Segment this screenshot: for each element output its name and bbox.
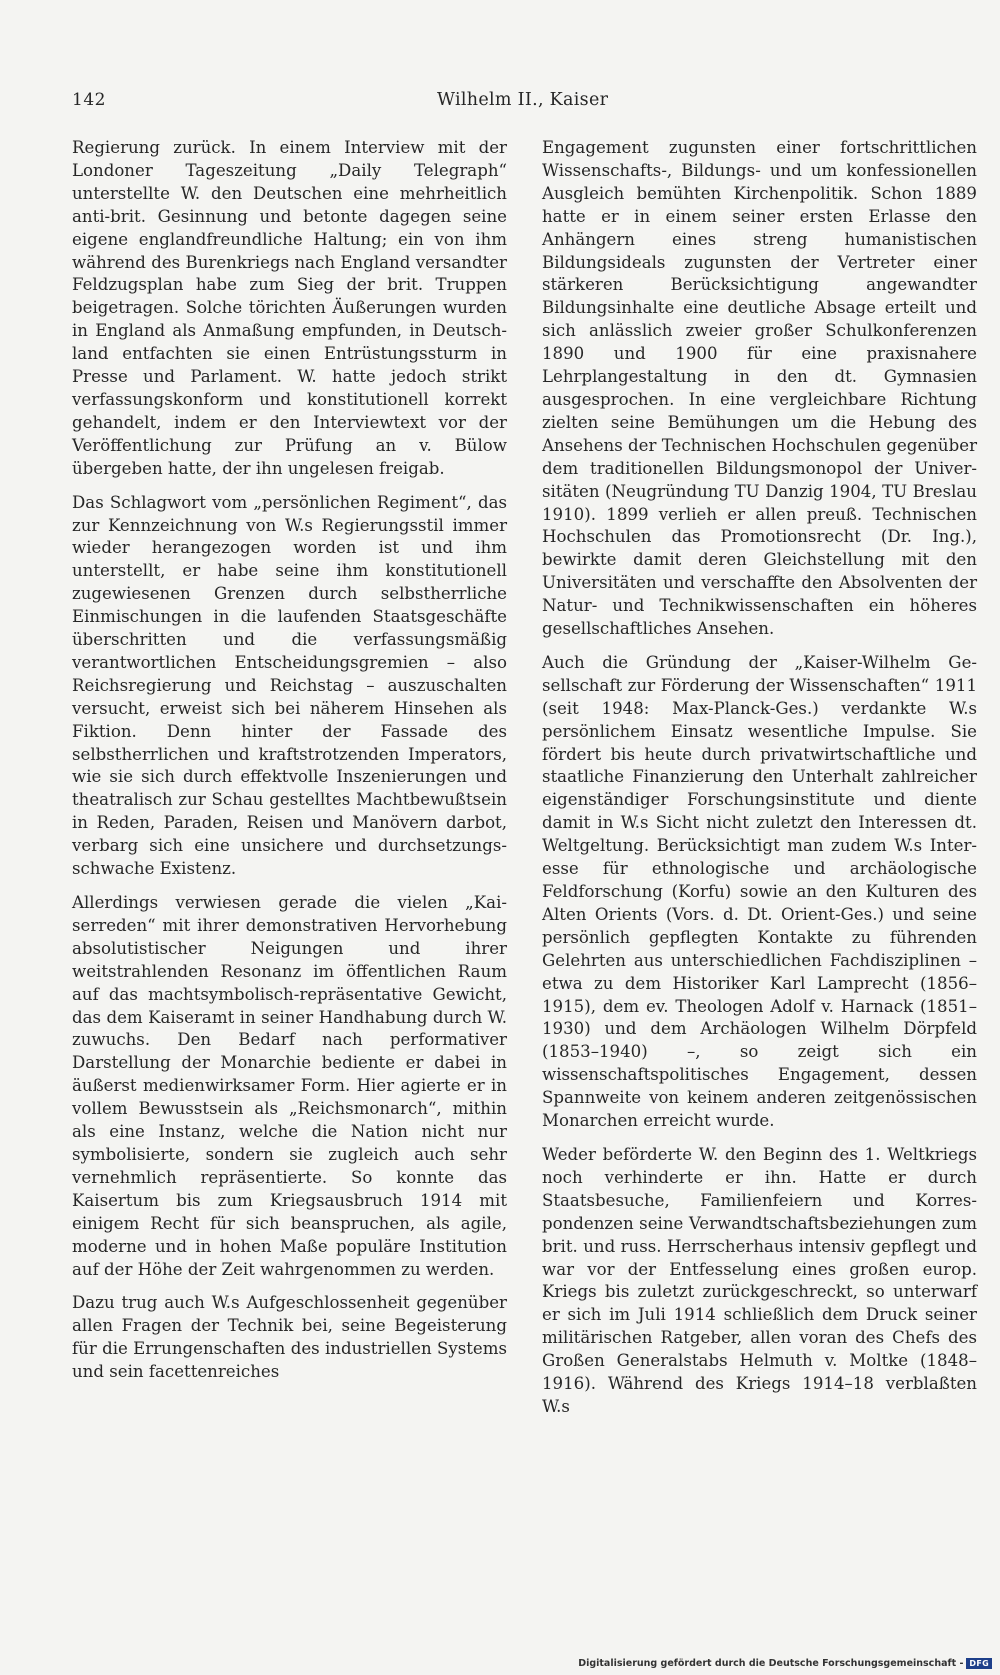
paragraph: Das Schlagwort vom „persönlichen Regiment“, das zur Kennzeichnung von W.s Regierungsstil immer wieder herangezogen worden ist und ihm unterstellt, er habe seine ihm konstitutionell zugewiesenen Grenzen durch selbstherrliche Einmischungen in die laufenden Staatsgeschäfte überschritten und die verfassungsmäßig verantwortlichen Entscheidungsgremien – also Reichsregierung und Reichstag – auszuschalten versucht, erweist sich bei näherem Hinsehen als Fiktion. Denn hinter der Fassade des selbstherrlichen und kraftstrotzenden Imperators, wie sie sich durch effektvolle Inszenierungen und theatralisch zur Schau gestelltes Machtbewußtsein in Reden, Paraden, Reisen und Manövern darbot, verbarg sich eine unsichere und durchsetzungsschwache Existenz. [72, 492, 507, 879]
credit-text: Digitalisierung gefördert durch die Deutsche Forschungsgemeinschaft - [578, 1658, 964, 1669]
running-head: Wilhelm II., Kaiser [437, 90, 609, 110]
paragraph: Weder beförderte W. den Beginn des 1. Weltkriegs noch verhinderte er ihn. Hatte er durch Staatsbesuche, Familienfeiern und Korrespondenzen seine Verwandtschaftsbeziehungen zum brit. und russ. Herrscherhaus intensiv gepflegt und war vor der Entfesselung eines großen europ. Kriegs bis zuletzt zurückgeschreckt, so unterwarf er sich im Juli 1914 schließlich dem Druck seiner militärischen Ratgeber, allen voran des Chefs des Großen Generalstabs Helmuth v. Moltke (1848–1916). Während des Kriegs 1914–18 verblaßten W.s [542, 1144, 977, 1416]
paragraph: Regierung zurück. In einem Interview mit der Londoner Tageszeitung „Daily Telegraph“ unterstellte W. den Deutschen eine mehrheitlich anti-brit. Gesinnung und betonte dagegen seine eigene englandfreundliche Haltung; ein von ihm während des Burenkriegs nach England versandter Feldzugsplan habe zum Sieg der brit. Truppen beigetragen. Solche törichten Äußerungen wurden in England als Anmaßung empfunden, in Deutschland entfachten sie einen Entrüstungssturm in Presse und Parlament. W. hatte jedoch strikt verfassungskonform und konstitutionell korrekt gehandelt, indem er den Interviewtext vor der Veröffentlichung zur Prüfung an v. Bülow übergeben hatte, der ihn ungelesen freigab. [72, 138, 507, 478]
right-column [542, 137, 977, 1430]
dfg-logo: DFG [966, 1658, 992, 1669]
page-header [72, 90, 922, 116]
paragraph: Dazu trug auch W.s Aufgeschlossenheit gegenüber allen Fragen der Technik bei, seine Begeisterung für die Errungenschaften des industriellen Systems und sein facettenreiches [72, 1293, 507, 1382]
paragraph: Allerdings verwiesen gerade die vielen „Kaiserreden“ mit ihrer demonstrativen Hervorhebung absolutistischer Neigungen und ihrer weitstrahlenden Resonanz im öffentlichen Raum auf das machtsymbolisch-repräsentative Gewicht, das dem Kaiseramt in seiner Handhabung durch W. zuwuchs. Den Bedarf nach performativer Darstellung der Monarchie bediente er dabei in äußerst medienwirksamer Form. Hier agierte er in vollem Bewusstsein als „Reichsmonarch“, mithin als eine Instanz, welche die Nation nicht nur symbolisierte, sondern sie zugleich auch sehr vernehmlich repräsentierte. So konnte das Kaisertum bis zum Kriegsausbruch 1914 mit einigem Recht für sich beanspruchen, als agile, moderne und in hohen Maße populäre Institution auf der Höhe der Zeit wahrgenommen zu werden. [72, 893, 507, 1279]
paragraph: Auch die Gründung der „Kaiser-Wilhelm Gesellschaft zur Förderung der Wissenschaften“ 1911 (seit 1948: Max-Planck-Ges.) verdankte W.s persönlichem Einsatz wesentliche Impulse. Sie fördert bis heute durch privatwirtschaftliche und staatliche Finanzierung den Unterhalt zahlreicher eigenständiger Forschungsinstitute und diente damit in W.s Sicht nicht zuletzt den Interessen dt. Weltgeltung. Berücksichtigt man zudem W.s Interesse für ethnologische und archäologische Feldforschung (Korfu) sowie an den Kulturen des Alten Orients (Vors. d. Dt. Orient-Ges.) und seine persönlich gepflegten Kontakte zu führenden Gelehrten aus unterschiedlichen Fachdisziplinen – etwa zu dem Historiker Karl Lamprecht (1856–1915), dem ev. Theologen Adolf v. Harnack (1851–1930) und dem Archäologen Wilhelm Dörpfeld (1853–1940) –, so zeigt sich ein wissenschaftspolitisches Engagement, dessen Spannweite von keinem anderen zeitgenössischen Monarchen erreicht wurde. [542, 652, 977, 1131]
paragraph: Engagement zugunsten einer fortschrittlichen Wissenschafts-, Bildungs- und um konfessionellen Ausgleich bemühten Kirchenpolitik. Schon 1889 hatte er in einem seiner ersten Erlasse den Anhängern eines streng humanistischen Bildungsideals zugunsten der Vertreter einer stärkeren Berücksichtigung angewandter Bildungsinhalte eine deutliche Absage erteilt und sich anlässlich zweier großer Schulkonferenzen 1890 und 1900 für eine praxisnahere Lehrplangestaltung in den dt. Gymnasien ausgesprochen. In eine vergleichbare Richtung zielten seine Bemühungen um die Hebung des Ansehens der Technischen Hochschulen gegenüber dem traditionellen Bildungsmonopol der Universitäten (Neugründung TU Danzig 1904, TU Breslau 1910). 1899 verlieh er allen preuß. Technischen Hochschulen das Promotionsrecht (Dr. Ing.), bewirkte damit deren Gleichstellung mit den Universitäten und verschaffte den Absolventen der Natur- und Technikwissenschaften ein höheres gesellschaftliches Ansehen. [542, 138, 977, 639]
page-number: 142 [72, 90, 106, 110]
digitization-credit [578, 1658, 992, 1669]
left-column [72, 137, 507, 1395]
